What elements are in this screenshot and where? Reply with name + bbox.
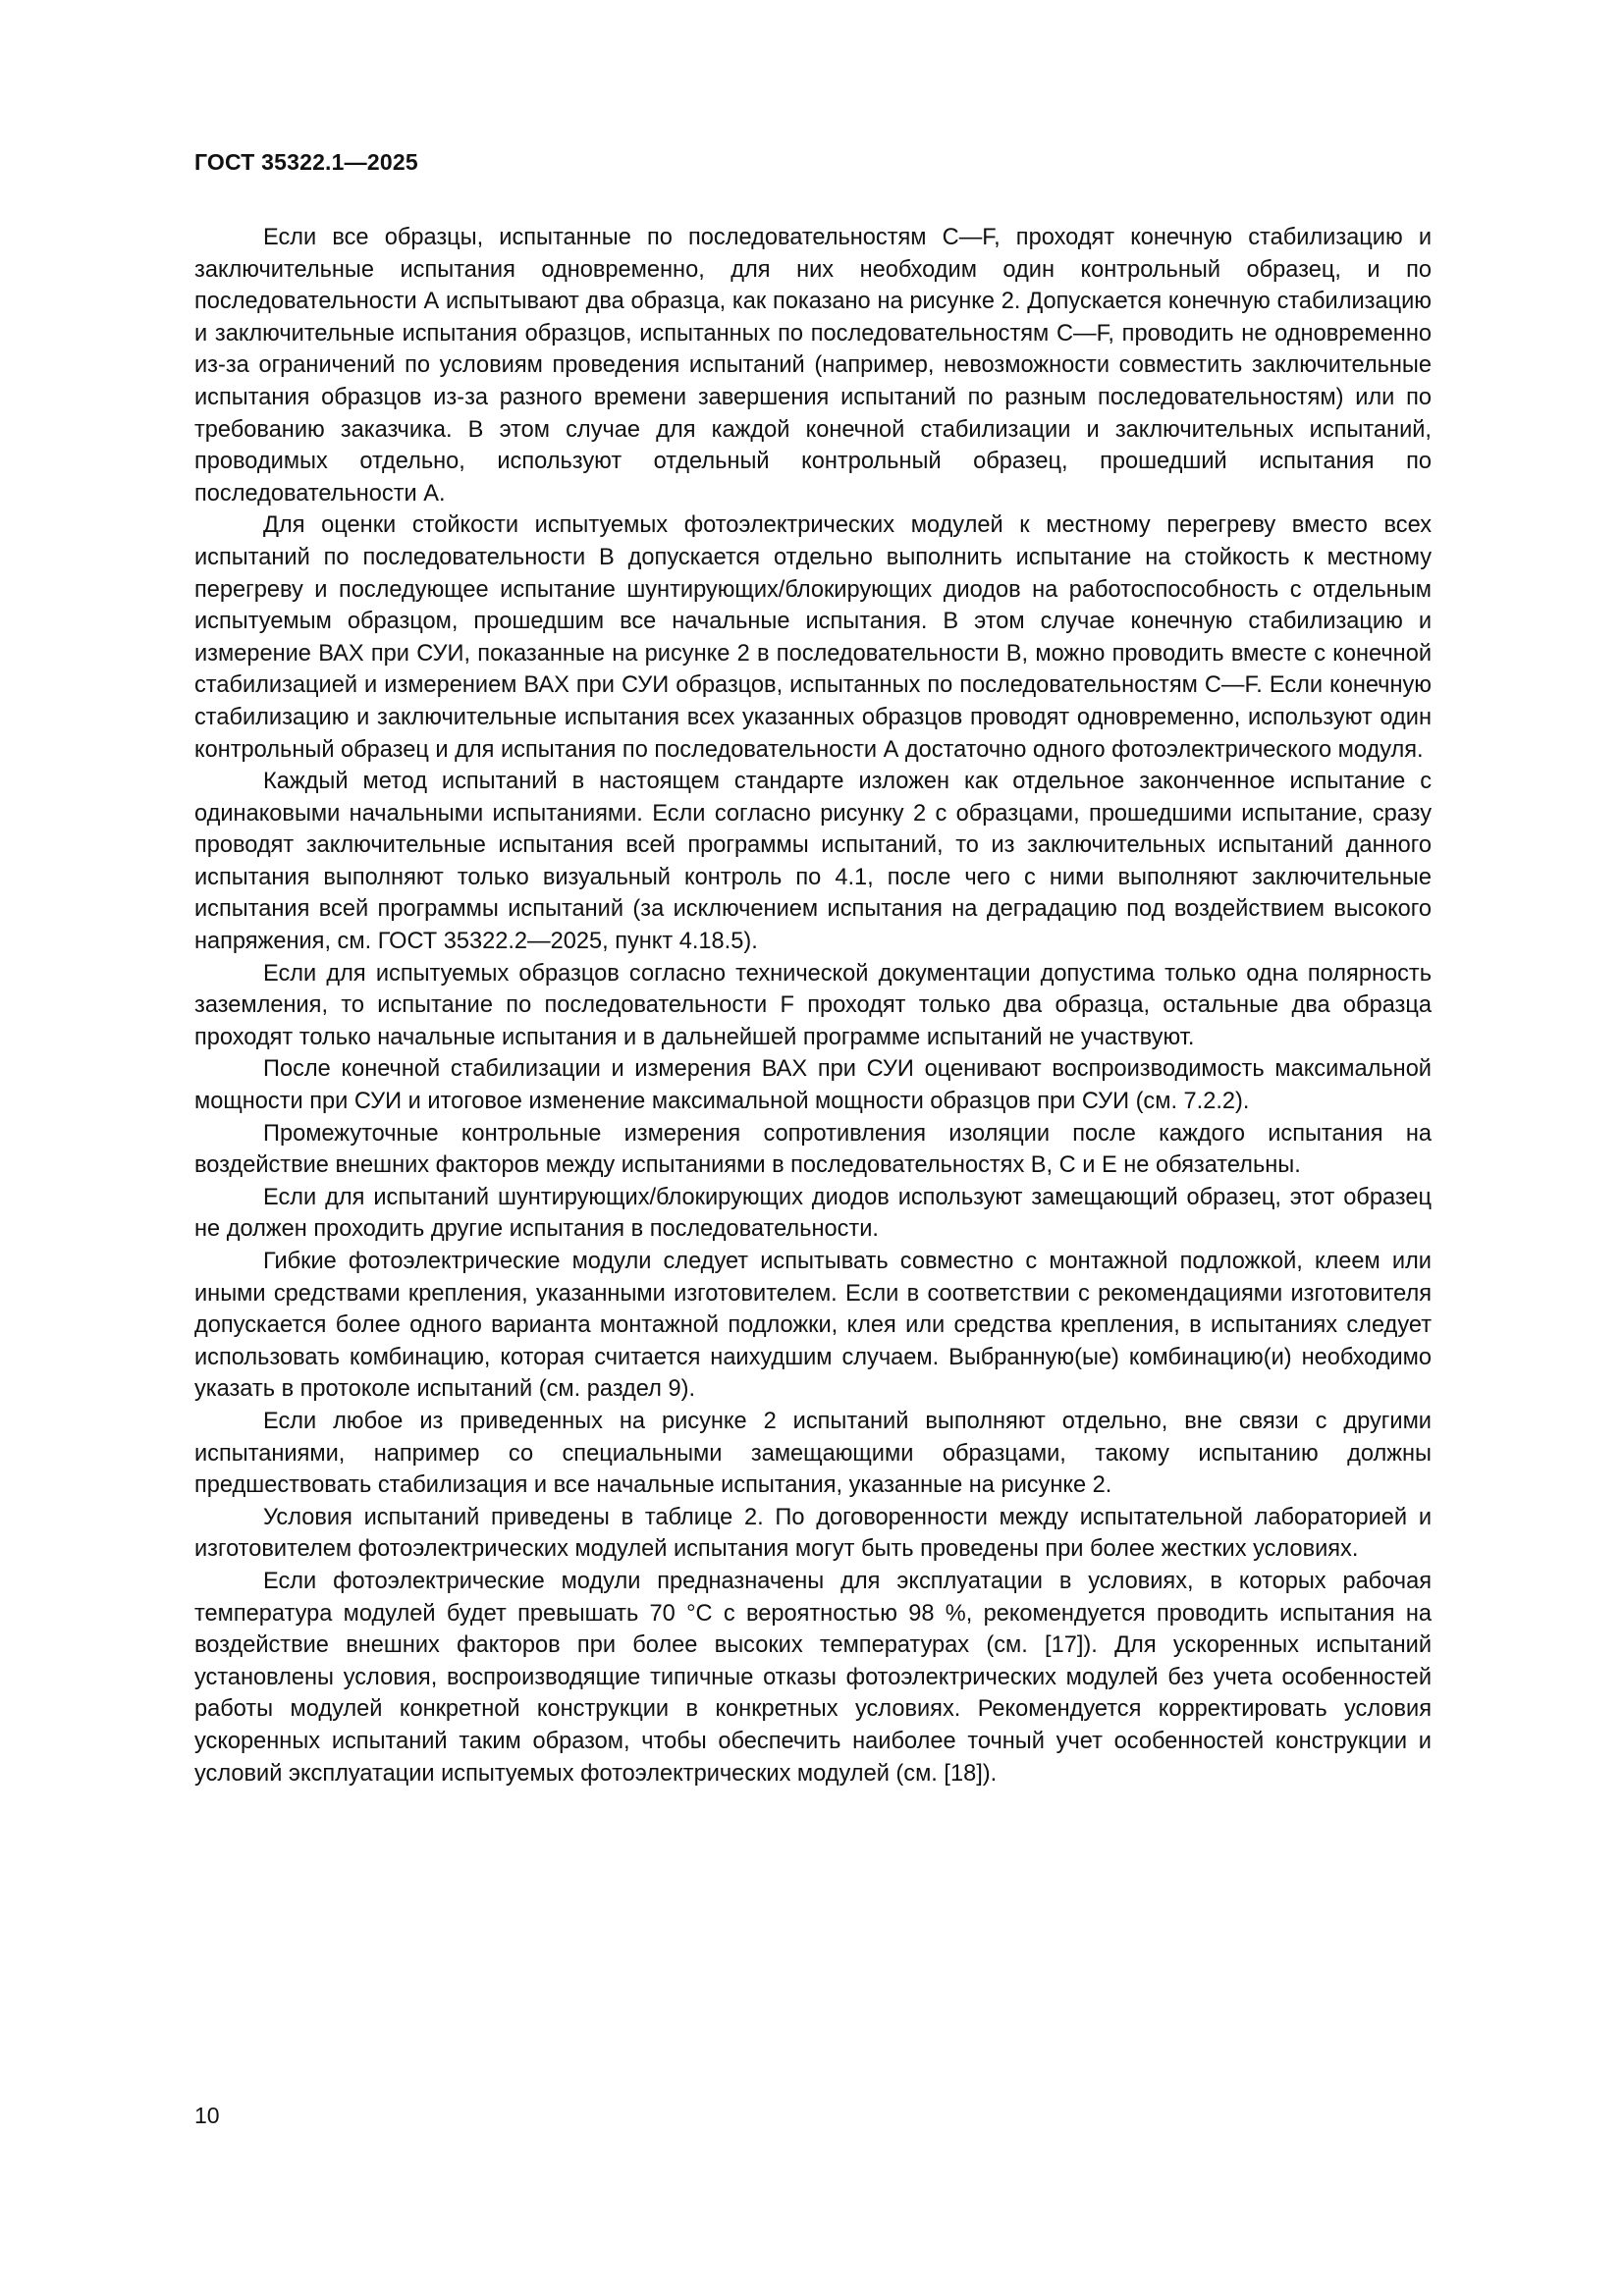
paragraph: Промежуточные контрольные измерения сопротивления изоляции после каждого испытания на воздействие внешних факторов между испытаниями в последовательностях В, С и Е не обязательны. <box>194 1120 1432 1179</box>
paragraph: Для оценки стойкости испытуемых фотоэлектрических модулей к местному перегреву вместо всех испытаний по последовательности В допускается отдельно выполнить испытание на стойкость к местному перегреву и последующее испытание шунтирующих/блокирующих диодов на работоспособность с отдельным испытуемым образцом, прошедшим все начальные испытания. В этом случае конечную стабилизацию и измерение ВАХ при СУИ, показанные на рисунке 2 в последовательности В, можно проводить вместе с конечной стабилизацией и измерением ВАХ при СУИ образцов, испытанных по последовательностям С—F. Если конечную стабилизацию и заключительные испытания всех указанных образцов проводят одновременно, используют один контрольный образец и для испытания по последовательности А достаточно одного фотоэлектрического модуля. <box>194 512 1432 763</box>
paragraph: Если фотоэлектрические модули предназначены для эксплуатации в условиях, в которых рабочая температура модулей будет превышать 70 °С с вероятностью 98 %, рекомендуется проводить испытания на воздействие внешних факторов при более высоких температурах (см. [17]). Для ускоренных испытаний установлены условия, воспроизводящие типичные отказы фотоэлектрических модулей без учета особенностей работы модулей конкретной конструкции в конкретных условиях. Рекомендуется корректировать условия ускоренных испытаний таким образом, чтобы обеспечить наиболее точный учет особенностей конструкции и условий эксплуатации испытуемых фотоэлектрических модулей (см. [18]). <box>194 1568 1432 1787</box>
paragraph: Гибкие фотоэлектрические модули следует испытывать совместно с монтажной подложкой, клеем или иными средствами крепления, указанными изготовителем. Если в соответствии с рекомендациями изготовителя допускается более одного варианта монтажной подложки, клея или средства крепления, в испытаниях следует использовать комбинацию, которая считается наихудшим случаем. Выбранную(ые) комбинацию(и) необходимо указать в протоколе испытаний (см. раздел 9). <box>194 1249 1432 1403</box>
paragraph: Если для испытуемых образцов согласно технической документации допустима только одна полярность заземления, то испытание по последовательности F проходят только два образца, остальные два образца проходят только начальные испытания и в дальнейшей программе испытаний не участвуют. <box>194 960 1432 1050</box>
paragraph: Если все образцы, испытанные по последовательностям С—F, проходят конечную стабилизацию и заключительные испытания одновременно, для них необходим один контрольный образец, и по последовательности А испытывают два образца, как показано на рисунке 2. Допускается конечную стабилизацию и заключительные испытания образцов, испытанных по последовательностям С—F, проводить не одновременно из-за ограничений по условиям проведения испытаний (например, невозможности совместить заключительные испытания образцов из-за разного времени завершения испытаний по разным последовательностям) или по требованию заказчика. В этом случае для каждой конечной стабилизации и заключительных испытаний, проводимых отдельно, используют отдельный контрольный образец, прошедший испытания по последовательности А. <box>194 225 1432 507</box>
body-text <box>194 222 1432 1789</box>
paragraph: Условия испытаний приведены в таблице 2. По договоренности между испытательной лабораторией и изготовителем фотоэлектрических модулей испытания могут быть проведены при более жестких условиях. <box>194 1504 1432 1563</box>
paragraph: Если для испытаний шунтирующих/блокирующих диодов используют замещающий образец, этот образец не должен проходить другие испытания в последовательности. <box>194 1184 1432 1243</box>
paragraph: После конечной стабилизации и измерения ВАХ при СУИ оценивают воспроизводимость максимальной мощности при СУИ и итоговое изменение максимальной мощности образцов при СУИ (см. 7.2.2). <box>194 1056 1432 1115</box>
paragraph: Каждый метод испытаний в настоящем стандарте изложен как отдельное законченное испытание с одинаковыми начальными испытаниями. Если согласно рисунку 2 с образцами, прошедшими испытание, сразу проводят заключительные испытания всей программы испытаний, то из заключительных испытаний данного испытания выполняют только визуальный контроль по 4.1, после чего с ними выполняют заключительные испытания всей программы испытаний (за исключением испытания на деградацию под воздействием высокого напряжения, см. ГОСТ 35322.2—2025, пункт 4.18.5). <box>194 769 1432 955</box>
paragraph: Если любое из приведенных на рисунке 2 испытаний выполняют отдельно, вне связи с другими испытаниями, например со специальными замещающими образцами, такому испытанию должны предшествовать стабилизация и все начальные испытания, указанные на рисунке 2. <box>194 1408 1432 1499</box>
document-header: ГОСТ 35322.1—2025 <box>194 149 418 175</box>
page-number: 10 <box>194 2103 220 2128</box>
